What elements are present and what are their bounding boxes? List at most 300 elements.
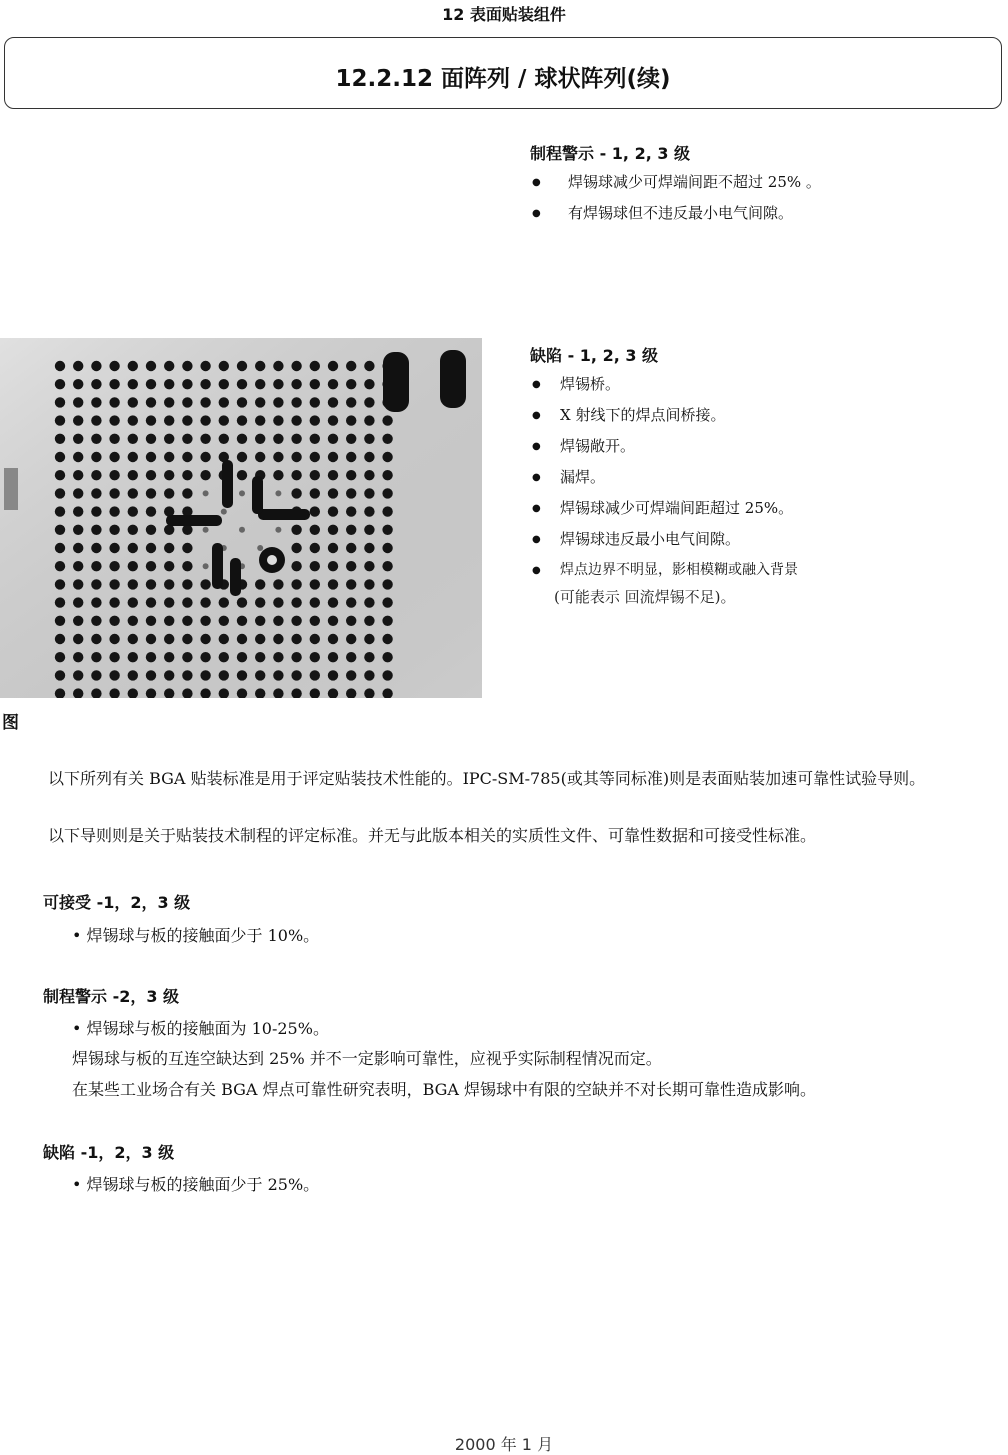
solder-ball [364, 525, 374, 535]
solder-ball [128, 379, 138, 389]
solder-ball [328, 652, 338, 662]
solder-ball [255, 634, 265, 644]
solder-ball [55, 616, 65, 626]
solder-ball [109, 543, 119, 553]
solder-ball [164, 415, 174, 425]
solder-ball [91, 434, 101, 444]
solder-ball [55, 506, 65, 516]
solder-ball [109, 397, 119, 407]
solder-ball [182, 543, 192, 553]
solder-ball [310, 616, 320, 626]
figure-label: 图 [2, 713, 19, 733]
solder-ball [237, 470, 247, 480]
solder-ball [273, 579, 283, 589]
solder-ball [364, 634, 374, 644]
solder-ball [73, 670, 83, 680]
solder-ball [219, 397, 229, 407]
solder-ball [310, 434, 320, 444]
solder-ball [128, 616, 138, 626]
solder-ball [91, 543, 101, 553]
solder-ball [255, 379, 265, 389]
defect-heading: 缺陷 - 1, 2, 3 级 [530, 346, 659, 365]
solder-ball [291, 543, 301, 553]
solder-ball [273, 415, 283, 425]
solder-ball [146, 397, 156, 407]
solder-ball [146, 597, 156, 607]
solder-ball [182, 470, 192, 480]
solder-ball [291, 452, 301, 462]
solder-ball [328, 397, 338, 407]
solder-ball [291, 379, 301, 389]
solder-ball [237, 616, 247, 626]
solder-ball [257, 545, 263, 551]
solder-ball [346, 488, 356, 498]
solder-ball [364, 597, 374, 607]
solder-ball [73, 415, 83, 425]
solder-ball [91, 616, 101, 626]
solder-ball [128, 543, 138, 553]
solder-ball [275, 527, 281, 533]
solder-ball [73, 597, 83, 607]
solder-ball [182, 597, 192, 607]
solder-ball [164, 597, 174, 607]
solder-ball [164, 561, 174, 571]
solder-ball [255, 579, 265, 589]
solder-ball [364, 379, 374, 389]
solder-ball [328, 506, 338, 516]
solder-ball [164, 525, 174, 535]
solder-ball [146, 561, 156, 571]
intro-paragraph: 以下所列有关 BGA 贴装标准是用于评定贴装技术性能的。IPC-SM-785(或其等同标准)则是表面贴装加速可靠性试验导则。 [48, 769, 926, 788]
process-warning-bottom-heading: 制程警示 -2，3 级 [43, 987, 180, 1006]
bga-xray-image [0, 338, 482, 698]
solder-ball [219, 379, 229, 389]
solder-ball [346, 397, 356, 407]
solder-ball [73, 634, 83, 644]
list-item: ● 焊锡球减少可焊端间距不超过 25% 。 [530, 167, 1000, 198]
process-warning-note-2: 在某些工业场合有关 BGA 焊点可靠性研究表明，BGA 焊锡球中有限的空缺并不对长期可靠性造成影响。 [72, 1080, 817, 1099]
solder-ball [364, 488, 374, 498]
solder-ball [219, 670, 229, 680]
solder-ball [310, 506, 320, 516]
solder-ball [55, 379, 65, 389]
solder-ball [128, 488, 138, 498]
solder-ball [164, 361, 174, 371]
solder-ball [382, 525, 392, 535]
solder-ball [310, 561, 320, 571]
guideline-paragraph: 以下导则则是关于贴装技术制程的评定标准。并无与此版本相关的实质性文件、可靠性数据和可接受性标准。 [48, 826, 817, 845]
solder-ball [91, 397, 101, 407]
section-title: 12.2.12 面阵列 / 球状阵列(续) [335, 66, 671, 92]
solder-ball [273, 379, 283, 389]
solder-ball [164, 543, 174, 553]
solder-ball [109, 616, 119, 626]
solder-ball [273, 361, 283, 371]
solder-ball [328, 488, 338, 498]
solder-ball [164, 670, 174, 680]
solder-ball [203, 527, 209, 533]
solder-ball [310, 597, 320, 607]
solder-ball [200, 597, 210, 607]
solder-ball [146, 652, 156, 662]
solder-ball [203, 563, 209, 569]
solder-ball [255, 670, 265, 680]
chapter-header: 12 表面贴装组件 [442, 5, 566, 24]
solder-ball [328, 634, 338, 644]
solder-ball [182, 561, 192, 571]
solder-ball [255, 452, 265, 462]
solder-ball [273, 634, 283, 644]
solder-ball [346, 634, 356, 644]
solder-ball [291, 616, 301, 626]
solder-ball [346, 597, 356, 607]
solder-ball [55, 361, 65, 371]
solder-ball [91, 488, 101, 498]
solder-ball [109, 434, 119, 444]
solder-ball [364, 616, 374, 626]
solder-ball [255, 597, 265, 607]
solder-ball [239, 527, 245, 533]
solder-ball [146, 616, 156, 626]
solder-ball [291, 579, 301, 589]
solder-ball [182, 415, 192, 425]
solder-ball [291, 415, 301, 425]
solder-ball [200, 434, 210, 444]
solder-ball [237, 434, 247, 444]
solder-ball [219, 634, 229, 644]
solder-ball [291, 634, 301, 644]
solder-ball [364, 561, 374, 571]
solder-ball [164, 652, 174, 662]
solder-ball [291, 652, 301, 662]
solder-ball [164, 397, 174, 407]
solder-ball [109, 634, 119, 644]
solder-ball [146, 434, 156, 444]
solder-ball [55, 652, 65, 662]
solder-ball [73, 616, 83, 626]
solder-ball [255, 397, 265, 407]
solder-ball [55, 561, 65, 571]
solder-ball [237, 379, 247, 389]
solder-ball [91, 470, 101, 480]
solder-ball [182, 397, 192, 407]
solder-ball [55, 634, 65, 644]
solder-ball [328, 415, 338, 425]
solder-ball [364, 415, 374, 425]
solder-ball [109, 579, 119, 589]
solder-ball [328, 579, 338, 589]
solder-ball [382, 652, 392, 662]
solder-ball [328, 434, 338, 444]
solder-ball [291, 670, 301, 680]
solder-ball [346, 579, 356, 589]
solder-ball [200, 361, 210, 371]
solder-ball [237, 597, 247, 607]
solder-ball [182, 452, 192, 462]
solder-ball [91, 652, 101, 662]
solder-ball [200, 634, 210, 644]
solder-ball [109, 670, 119, 680]
solder-ball [310, 470, 320, 480]
solder-ball [273, 597, 283, 607]
solder-ball [146, 670, 156, 680]
list-item: ● X 射线下的焊点间桥接。 [530, 400, 1000, 431]
solder-ball [73, 434, 83, 444]
solder-ball [291, 434, 301, 444]
solder-ball [128, 361, 138, 371]
solder-ball [91, 634, 101, 644]
solder-ball [346, 470, 356, 480]
defect-bottom-item: • 焊锡球与板的接触面少于 25%。 [72, 1175, 320, 1194]
solder-ball [328, 361, 338, 371]
defect-bottom-heading: 缺陷 -1，2，3 级 [43, 1143, 175, 1162]
solder-ball [346, 452, 356, 462]
solder-ball [73, 543, 83, 553]
solder-ball [182, 525, 192, 535]
solder-ball [73, 379, 83, 389]
defect-note: (可能表示 回流焊锡不足)。 [554, 588, 736, 606]
solder-ball [109, 361, 119, 371]
solder-ball [382, 597, 392, 607]
solder-ball [128, 452, 138, 462]
solder-ball [55, 434, 65, 444]
solder-ball [203, 490, 209, 496]
solder-ball [382, 415, 392, 425]
solder-ball [364, 652, 374, 662]
solder-ball [164, 488, 174, 498]
solder-ball [91, 379, 101, 389]
solder-ball [310, 670, 320, 680]
solder-ball [200, 616, 210, 626]
list-item: ● 漏焊。 [530, 462, 1000, 493]
solder-ball [310, 634, 320, 644]
solder-ball [346, 379, 356, 389]
solder-ball [310, 543, 320, 553]
solder-ball [255, 434, 265, 444]
solder-ball [73, 525, 83, 535]
solder-ball [291, 361, 301, 371]
solder-ball [364, 543, 374, 553]
solder-ball [200, 470, 210, 480]
solder-ball [273, 670, 283, 680]
solder-ball [109, 506, 119, 516]
solder-ball [273, 397, 283, 407]
solder-ball [219, 652, 229, 662]
solder-ball [146, 506, 156, 516]
solder-ball [109, 452, 119, 462]
solder-ball [291, 561, 301, 571]
solder-ball [346, 543, 356, 553]
solder-ball [219, 597, 229, 607]
solder-ball [146, 543, 156, 553]
solder-ball [164, 434, 174, 444]
list-item: ● 焊锡球减少可焊端间距超过 25%。 [530, 493, 1000, 524]
solder-ball [146, 470, 156, 480]
solder-ball [310, 452, 320, 462]
solder-ball [364, 506, 374, 516]
solder-ball [237, 652, 247, 662]
process-warning-bottom-item: • 焊锡球与板的接触面为 10-25%。 [72, 1019, 329, 1038]
solder-ball [164, 616, 174, 626]
solder-ball [55, 397, 65, 407]
solder-ball [128, 525, 138, 535]
solder-ball [128, 415, 138, 425]
solder-ball [55, 579, 65, 589]
solder-ball [310, 361, 320, 371]
solder-ball [237, 415, 247, 425]
solder-ball [328, 597, 338, 607]
solder-ball [346, 415, 356, 425]
solder-ball [146, 634, 156, 644]
solder-ball [219, 616, 229, 626]
solder-ball [73, 652, 83, 662]
solder-ball [164, 579, 174, 589]
solder-ball [200, 397, 210, 407]
solder-ball [128, 634, 138, 644]
solder-ball [91, 415, 101, 425]
solder-ball [346, 652, 356, 662]
solder-ball [382, 543, 392, 553]
solder-ball [328, 543, 338, 553]
solder-ball [91, 361, 101, 371]
solder-ball [164, 634, 174, 644]
solder-ball [255, 652, 265, 662]
solder-ball [310, 525, 320, 535]
solder-ball [200, 670, 210, 680]
solder-ball [164, 452, 174, 462]
solder-ball [109, 379, 119, 389]
solder-ball [73, 397, 83, 407]
solder-ball [328, 379, 338, 389]
solder-ball [128, 434, 138, 444]
solder-ball [55, 543, 65, 553]
solder-ball [73, 488, 83, 498]
solder-ball [182, 579, 192, 589]
solder-ball [109, 597, 119, 607]
solder-ball [146, 452, 156, 462]
solder-ball [146, 488, 156, 498]
solder-ball [237, 361, 247, 371]
solder-ball [328, 452, 338, 462]
solder-ball [237, 634, 247, 644]
process-warning-heading: 制程警示 - 1, 2, 3 级 [530, 144, 691, 163]
solder-ball [310, 397, 320, 407]
solder-ball [55, 488, 65, 498]
solder-ball [146, 361, 156, 371]
solder-ball [128, 652, 138, 662]
solder-ball [200, 652, 210, 662]
solder-ball [128, 470, 138, 480]
solder-ball [91, 561, 101, 571]
solder-ball [382, 452, 392, 462]
solder-ball [310, 652, 320, 662]
solder-ball [109, 470, 119, 480]
solder-ball [310, 488, 320, 498]
process-warning-list [530, 167, 1000, 229]
solder-ball [382, 579, 392, 589]
solder-ball [364, 470, 374, 480]
solder-ball [55, 597, 65, 607]
solder-ball [91, 525, 101, 535]
solder-ball [128, 397, 138, 407]
solder-ball [310, 415, 320, 425]
solder-ball [364, 579, 374, 589]
solder-ball [346, 525, 356, 535]
list-item: ● 焊点边界不明显，影相模糊或融入背景 [530, 555, 1000, 586]
defect-top [530, 343, 1000, 608]
solder-ball [291, 525, 301, 535]
solder-ball [55, 470, 65, 480]
solder-ball [291, 470, 301, 480]
solder-ball [219, 361, 229, 371]
solder-ball [200, 415, 210, 425]
solder-ball [237, 397, 247, 407]
solder-ball [200, 379, 210, 389]
solder-ball [291, 488, 301, 498]
solder-ball [109, 488, 119, 498]
solder-ball [73, 452, 83, 462]
solder-ball [182, 434, 192, 444]
solder-ball [273, 452, 283, 462]
solder-ball [291, 397, 301, 407]
solder-ball [346, 506, 356, 516]
solder-ball [200, 452, 210, 462]
solder-ball [255, 361, 265, 371]
solder-ball [164, 379, 174, 389]
process-warning-note-1: 焊锡球与板的互连空缺达到 25% 并不一定影响可靠性，应视乎实际制程情况而定。 [72, 1049, 662, 1068]
solder-ball [346, 670, 356, 680]
defect-list [530, 369, 1000, 586]
solder-ball [328, 616, 338, 626]
solder-ball [91, 506, 101, 516]
solder-ball [382, 488, 392, 498]
solder-ball [73, 506, 83, 516]
solder-ball [364, 434, 374, 444]
solder-ball [255, 415, 265, 425]
solder-ball [237, 452, 247, 462]
solder-ball [382, 616, 392, 626]
solder-ball [310, 579, 320, 589]
solder-ball [128, 597, 138, 607]
solder-ball [219, 434, 229, 444]
solder-ball [109, 525, 119, 535]
footer-date: 2000 年 1 月 [454, 1435, 554, 1454]
solder-ball [221, 509, 227, 515]
solder-ball [109, 652, 119, 662]
solder-ball [146, 379, 156, 389]
solder-ball [73, 470, 83, 480]
solder-ball [382, 470, 392, 480]
solder-ball [364, 670, 374, 680]
solder-ball [328, 470, 338, 480]
solder-ball [275, 490, 281, 496]
solder-ball [182, 652, 192, 662]
solder-ball [55, 525, 65, 535]
solder-ball [255, 616, 265, 626]
solder-ball [273, 434, 283, 444]
list-item: ● 焊锡球违反最小电气间隙。 [530, 524, 1000, 555]
solder-ball [128, 506, 138, 516]
acceptable-heading: 可接受 -1，2，3 级 [43, 893, 191, 912]
solder-ball [128, 579, 138, 589]
solder-ball [382, 561, 392, 571]
solder-ball [219, 415, 229, 425]
acceptable-item: • 焊锡球与板的接触面少于 10%。 [72, 926, 320, 945]
solder-ball [200, 579, 210, 589]
list-item: ● 焊锡桥。 [530, 369, 1000, 400]
solder-ball [382, 634, 392, 644]
solder-ball [73, 561, 83, 571]
